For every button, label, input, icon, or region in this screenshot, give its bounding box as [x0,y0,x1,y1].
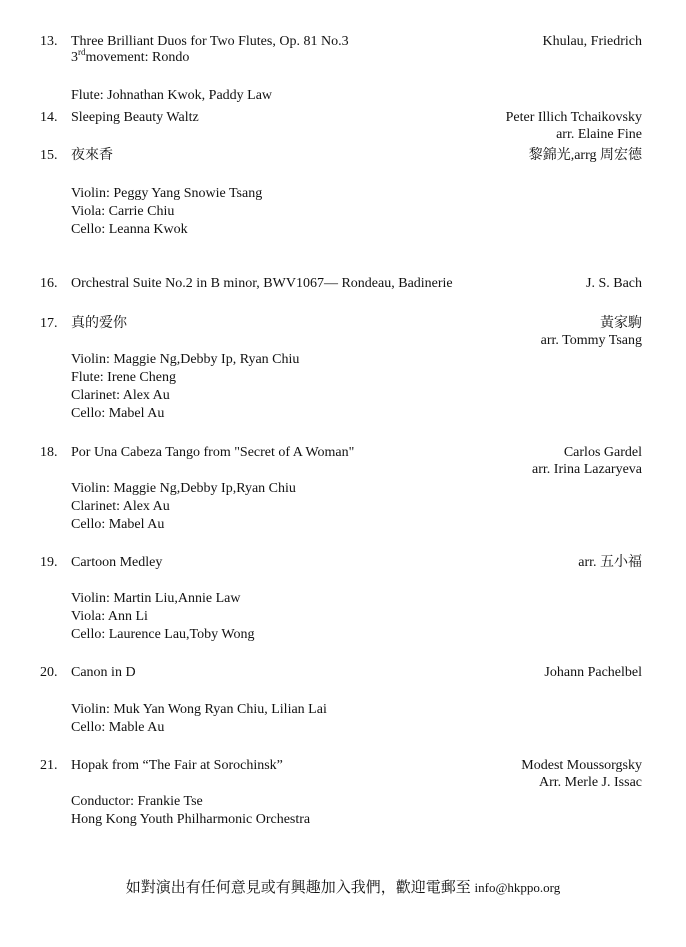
item-19-composer: arr. 五小福 [578,555,642,570]
item-20-number: 20. [40,665,58,680]
footer-contact [0,876,686,897]
item-17-performer: Cello: Mabel Au [71,406,165,421]
item-21-number: 21. [40,758,58,773]
item-16-number: 16. [40,276,58,291]
item-17-number: 17. [40,316,58,331]
item-18-composer: Carlos Gardel [563,445,642,460]
item-21-title: Hopak from “The Fair at Sorochinsk” [71,758,283,773]
item-18-number: 18. [40,445,58,460]
item-14-arranger: arr. Elaine Fine [556,127,642,142]
item-19-performer: Cello: Laurence Lau,Toby Wong [71,627,255,642]
item-13-performer: Flute: Johnathan Kwok, Paddy Law [71,88,273,103]
item-18-title: Por Una Cabeza Tango from "Secret of A Woman" [71,445,355,460]
item-13-subtitle: 3rdmovement: Rondo [71,47,190,65]
item-21-performer: Hong Kong Youth Philharmonic Orchestra [71,812,311,827]
item-14-title: Sleeping Beauty Waltz [71,110,199,125]
item-18-performer: Violin: Maggie Ng,Debby Ip,Ryan Chiu [71,481,296,496]
item-19-number: 19. [40,555,58,570]
item-21-performer: Conductor: Frankie Tse [71,794,203,809]
item-21-composer: Modest Moussorgsky [521,758,642,773]
footer-text: 如對演出有任何意見或有興趣加入我們，歡迎電郵至 [125,880,471,896]
item-20-title: Canon in D [71,665,136,680]
item-17-title: 真的爱你 [71,316,127,331]
item-13-composer: Khulau, Friedrich [542,34,642,49]
item-15-composer: 黎錦光,arrg 周宏德 [528,148,642,163]
item-19-performer: Violin: Martin Liu,Annie Law [71,591,241,606]
item-17-performer: Violin: Maggie Ng,Debby Ip, Ryan Chiu [71,352,300,367]
item-17-performer: Flute: Irene Cheng [71,370,176,385]
item-18-performer: Clarinet: Alex Au [71,499,170,514]
item-13-title: Three Brilliant Duos for Two Flutes, Op. 81 No.3 [71,34,349,49]
item-20-composer: Johann Pachelbel [544,665,642,680]
item-18-performer: Cello: Mabel Au [71,517,165,532]
item-16-composer: J. S. Bach [586,276,642,291]
footer-email[interactable]: info@hkppo.org [474,880,561,895]
item-17-composer: 黃家駒 [600,316,642,331]
item-15-number: 15. [40,148,58,163]
item-20-performer: Cello: Mable Au [71,720,165,735]
item-21-arranger: Arr. Merle J. Issac [538,775,642,790]
item-20-performer: Violin: Muk Yan Wong Ryan Chiu, Lilian Lai [71,702,327,717]
item-14-composer: Peter Illich Tchaikovsky [505,110,642,125]
item-16-title: Orchestral Suite No.2 in B minor, BWV1067— Rondeau, Badinerie [71,276,453,291]
item-19-title: Cartoon Medley [71,555,163,570]
item-17-performer: Clarinet: Alex Au [71,388,170,403]
item-15-title: 夜來香 [71,148,113,163]
item-17-arranger: arr. Tommy Tsang [540,333,642,348]
item-13-number: 13. [40,34,58,49]
item-14-number: 14. [40,110,58,125]
item-15-performer: Cello: Leanna Kwok [71,222,188,237]
item-15-performer: Viola: Carrie Chiu [71,204,175,219]
item-19-performer: Viola: Ann Li [71,609,148,624]
item-18-arranger: arr. Irina Lazaryeva [532,462,642,477]
item-15-performer: Violin: Peggy Yang Snowie Tsang [71,186,263,201]
